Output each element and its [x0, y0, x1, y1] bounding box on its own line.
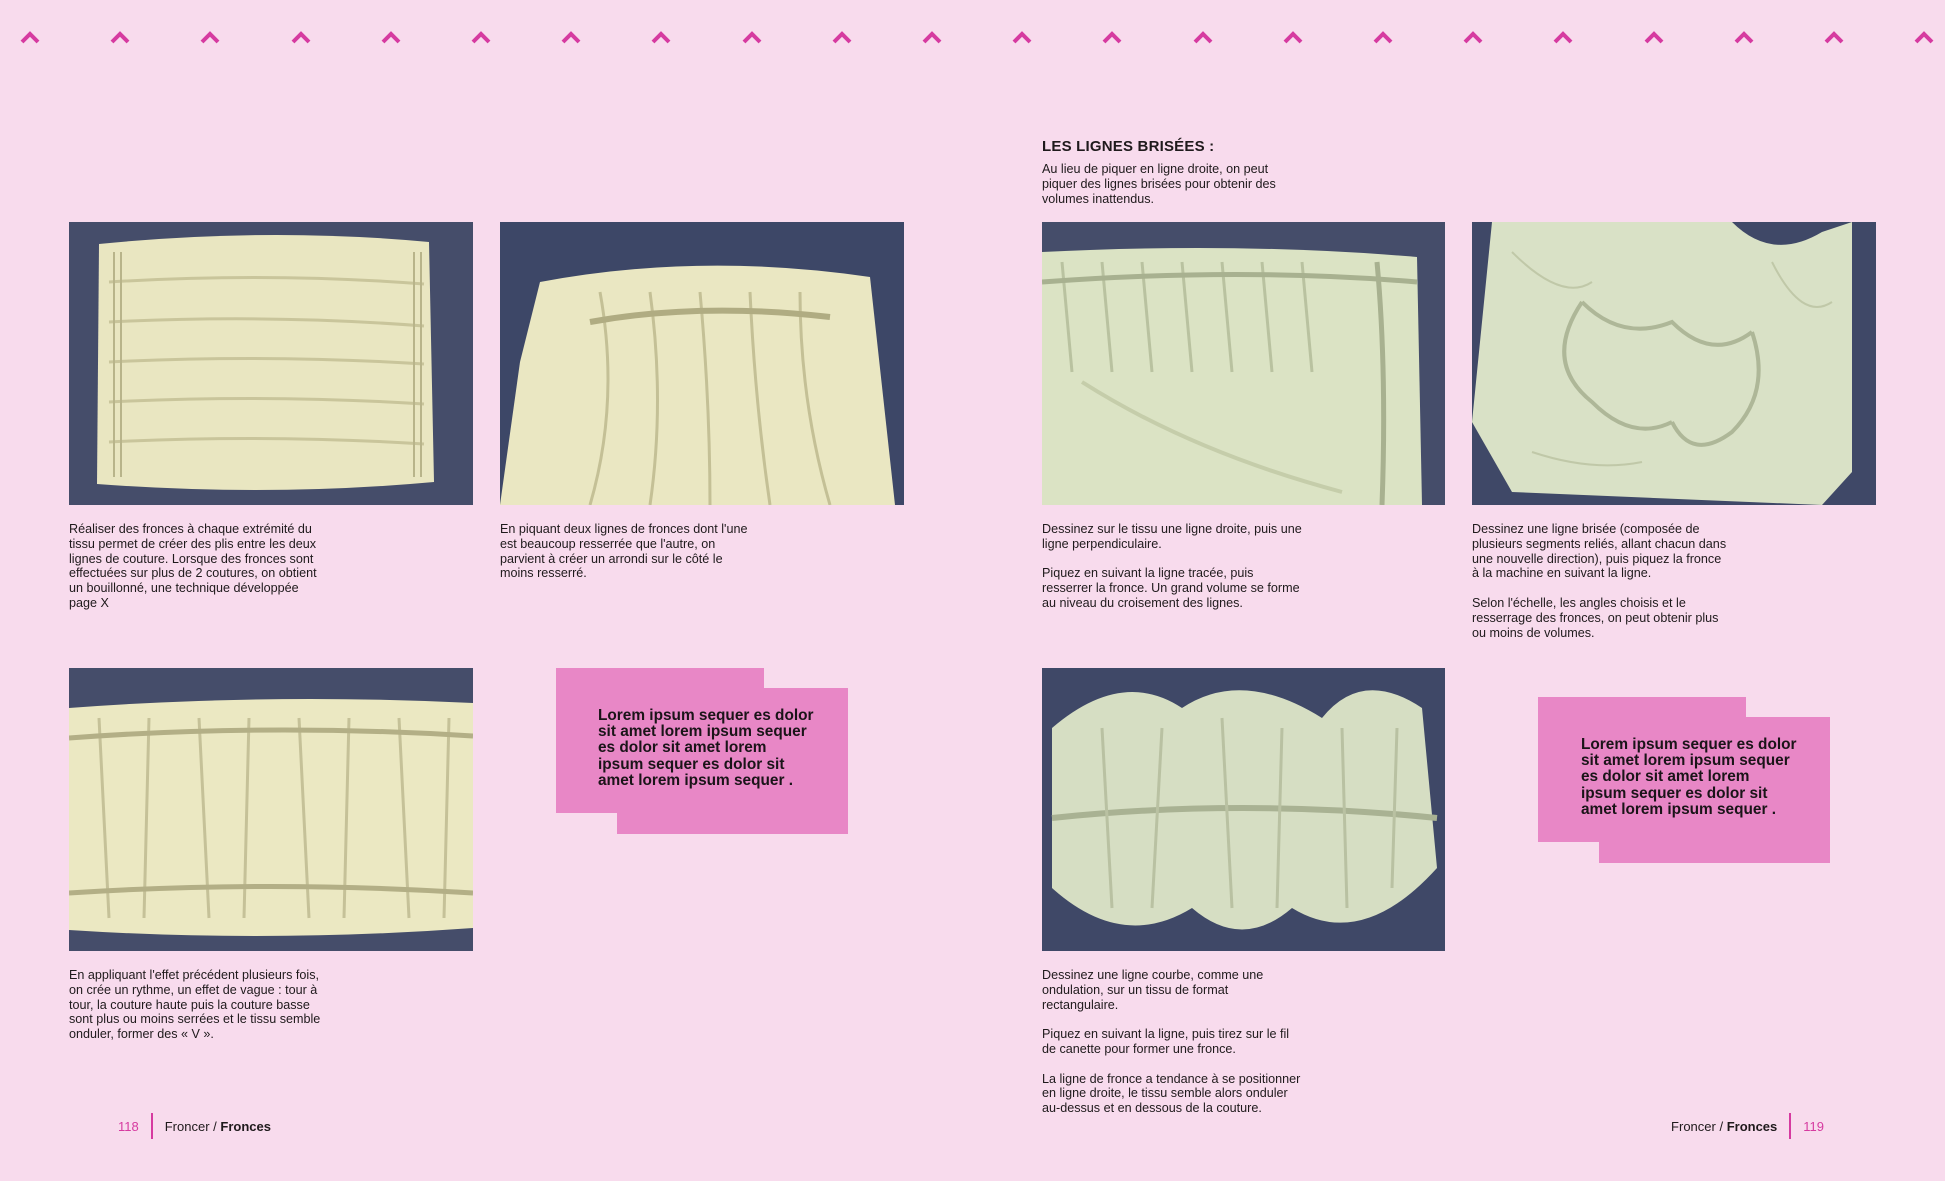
photo-gathered-ends [69, 222, 473, 505]
photo-two-gather-lines [500, 222, 904, 505]
footer-divider-right [1789, 1113, 1791, 1139]
chevron-up-icon [1553, 30, 1573, 44]
chevron-decoration-row [0, 30, 1945, 50]
chevron-up-icon [1283, 30, 1303, 44]
chevron-up-icon [20, 30, 40, 44]
chevron-up-icon [651, 30, 671, 44]
left-footer [118, 1113, 271, 1139]
chevron-up-icon [561, 30, 581, 44]
page-number-left: 118 [118, 1118, 139, 1134]
chevron-up-icon [1644, 30, 1664, 44]
photo-broken-line [1472, 222, 1876, 505]
chevron-up-icon [1914, 30, 1934, 44]
caption-wave-gathers: En appliquant l'effet précédent plusieurs fois, on crée un rythme, un effet de vague : tour à tour, la couture haute puis la couture basse sont plus ou moins serrées et le tissu semble onduler, former des « V ». [69, 968, 321, 1042]
left-callout [556, 668, 848, 834]
running-header-right: Froncer / Fronces [1671, 1118, 1778, 1134]
chevron-up-icon [1824, 30, 1844, 44]
chevron-up-icon [1012, 30, 1032, 44]
page-number-right: 119 [1803, 1118, 1824, 1134]
chevron-up-icon [832, 30, 852, 44]
chevron-up-icon [1193, 30, 1213, 44]
chevron-up-icon [1102, 30, 1122, 44]
section-heading: LES LIGNES BRISÉES : [1042, 138, 1215, 155]
photo-curved-line [1042, 668, 1445, 951]
right-footer [1671, 1113, 1824, 1139]
chevron-up-icon [1373, 30, 1393, 44]
left-callout-text: Lorem ipsum sequer es dolor sit amet lorem ipsum sequer es dolor sit amet lorem ipsum sequer es dolor sit amet lorem ipsum sequer . [598, 707, 814, 789]
chevron-up-icon [471, 30, 491, 44]
caption-broken-line: Dessinez une ligne brisée (composée de plusieurs segments reliés, allant chacun dans une nouvelle direction), puis piquez la fronce à la machine en suivant la ligne. Selon l'échelle, les angles choisis et le resserrage des fronces, on peut obtenir plus ou moins de volumes. [1472, 522, 1727, 640]
right-callout [1538, 697, 1830, 863]
chevron-up-icon [200, 30, 220, 44]
chevron-up-icon [742, 30, 762, 44]
chevron-up-icon [922, 30, 942, 44]
chevron-up-icon [381, 30, 401, 44]
photo-perpendicular-lines [1042, 222, 1445, 505]
footer-divider-left [151, 1113, 153, 1139]
chevron-up-icon [110, 30, 130, 44]
chevron-up-icon [1463, 30, 1483, 44]
caption-gathered-ends: Réaliser des fronces à chaque extrémité du tissu permet de créer des plis entre les deux lignes de couture. Lorsque des fronces sont effectuées sur plus de 2 coutures, on obtient un bouillonné, une technique développée page X [69, 522, 317, 610]
photo-wave-gathers [69, 668, 473, 951]
right-callout-text: Lorem ipsum sequer es dolor sit amet lorem ipsum sequer es dolor sit amet lorem ipsum sequer es dolor sit amet lorem ipsum sequer . [1581, 736, 1797, 818]
caption-curved-line: Dessinez une ligne courbe, comme une ondulation, sur un tissu de format rectangulaire. Piquez en suivant la ligne, puis tirez sur le fil de canette pour former une fronce. La ligne de fronce a tendance à se positionner en ligne droite, le tissu semble alors onduler au-dessus et en dessous de la couture. [1042, 968, 1301, 1116]
section-intro: Au lieu de piquer en ligne droite, on peut piquer des lignes brisées pour obtenir des volumes inattendus. [1042, 162, 1276, 206]
caption-perpendicular-lines: Dessinez sur le tissu une ligne droite, puis une ligne perpendiculaire. Piquez en suivant la ligne tracée, puis resserrer la fronce. Un grand volume se forme au niveau du croisement des lignes. [1042, 522, 1302, 610]
chevron-up-icon [291, 30, 311, 44]
running-header-left: Froncer / Fronces [164, 1118, 271, 1134]
chevron-up-icon [1734, 30, 1754, 44]
caption-two-gather-lines: En piquant deux lignes de fronces dont l'une est beaucoup resserrée que l'autre, on parvient à créer un arrondi sur le côté le moins resserré. [500, 522, 748, 581]
